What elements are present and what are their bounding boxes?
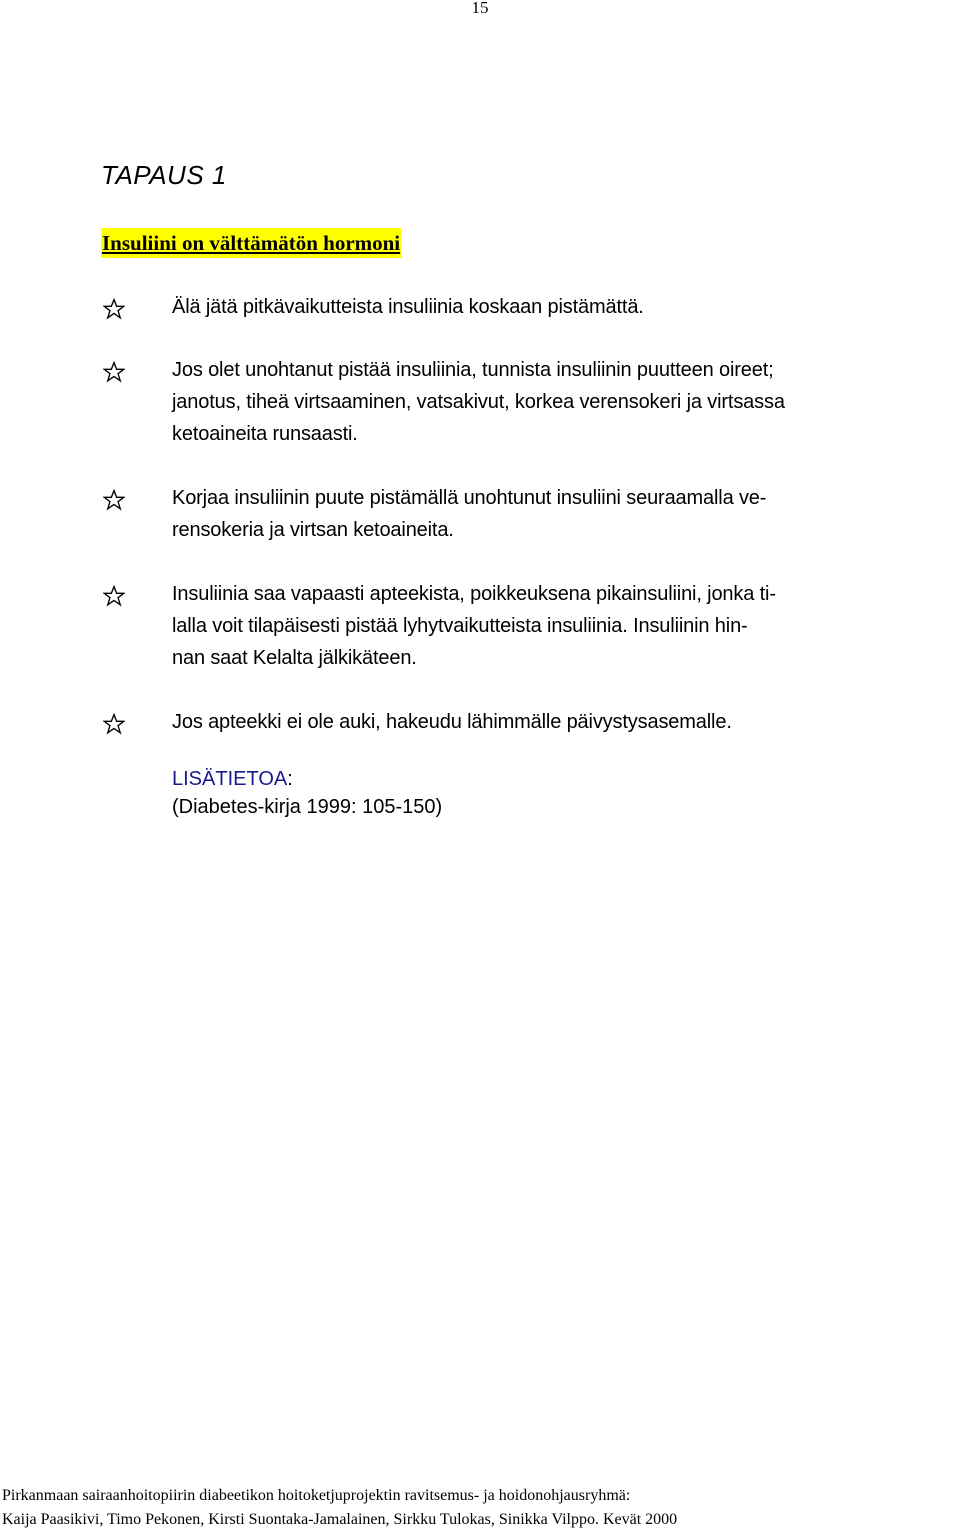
bullet-text: Älä jätä pitkävaikutteista insuliinia koskaan pistämättä.	[172, 296, 644, 318]
star-outline-icon	[103, 585, 125, 607]
star-outline-icon	[103, 298, 125, 320]
star-outline-icon	[103, 489, 125, 511]
footer	[2, 1484, 958, 1532]
section-heading: Insuliini on välttämätön hormoni	[101, 228, 401, 258]
bullet-text: Jos olet unohtanut pistää insuliinia, tunnista insuliinin puutteen oireet; janotus, tiheä virtsaaminen, vatsakivut, korkea verensokeri ja virtsassa ketoaineita runsaasti.	[172, 359, 785, 445]
footer-line-1: Pirkanmaan sairaanhoitopiirin diabeetikon hoitoketjuprojektin ravitsemus- ja hoidonohjausryhmä:	[2, 1487, 631, 1504]
more-info-colon: :	[287, 768, 293, 790]
star-outline-icon	[103, 713, 125, 735]
footer-line-2: Kaija Paasikivi, Timo Pekonen, Kirsti Suontaka-Jamalainen, Sirkku Tulokas, Sinikka Vilppo. Kevät 2000	[2, 1511, 678, 1528]
case-title: TAPAUS 1	[101, 160, 227, 190]
more-info-label	[172, 768, 293, 791]
bullet-text: Jos apteekki ei ole auki, hakeudu lähimmälle päivystysasemalle.	[172, 711, 732, 733]
bullet-list	[0, 0, 960, 760]
star-outline-icon	[103, 361, 125, 383]
page-number: 15	[471, 0, 489, 17]
more-info-label-text: LISÄTIETOA	[172, 768, 288, 790]
bullet-text: Insuliinia saa vapaasti apteekista, poikkeuksena pikainsuliini, jonka ti- lalla voit tilapäisesti pistää lyhytvaikutteista insuliinia. Insuliinin hin- nan saat Kelalta jälkikäteen.	[172, 583, 776, 669]
bullet-text: Korjaa insuliinin puute pistämällä unohtunut insuliini seuraamalla ve- rensokeria ja virtsan ketoaineita.	[172, 487, 767, 541]
more-info-reference: (Diabetes-kirja 1999: 105-150)	[172, 796, 443, 818]
